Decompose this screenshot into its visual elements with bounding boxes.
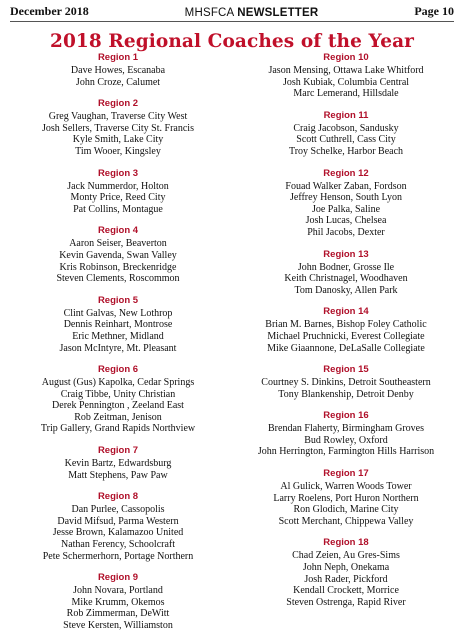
region-heading: Region 17 [323, 468, 369, 480]
coach-entry: John Bodner, Grosse Ile [297, 261, 395, 273]
header-publication-bold: NEWSLETTER [237, 7, 319, 19]
coach-entry: Dennis Reinhart, Montrose [63, 319, 173, 331]
coach-entry: Kevin Bartz, Edwardsburg [64, 458, 172, 470]
coach-entry: Nathan Ferency, Schoolcraft [60, 539, 176, 551]
region-block [4, 572, 232, 631]
region-heading: Region 2 [97, 98, 139, 110]
region-heading: Region 9 [97, 572, 139, 584]
coach-entry: Mike Krumm, Okemos [71, 596, 165, 608]
coach-entry: Keith Christnagel, Woodhaven [284, 273, 408, 285]
region-heading: Region 18 [323, 537, 369, 549]
region-heading: Region 16 [323, 410, 369, 422]
header-publication [185, 7, 319, 21]
coach-entry: Greg Vaughan, Traverse City West [48, 111, 188, 123]
coach-entry: Pete Schermerhorn, Portage Northern [42, 550, 194, 562]
coach-entry: Aaron Seiser, Beaverton [69, 238, 167, 250]
region-heading: Region 1 [97, 52, 139, 63]
coach-entry: Josh Lucas, Chelsea [305, 215, 387, 227]
coach-entry: Jeffrey Henson, South Lyon [289, 192, 403, 204]
page-title: 2018 Regional Coaches of the Year [49, 31, 415, 52]
coach-entry: Craig Jacobson, Sandusky [293, 122, 399, 134]
region-block [232, 410, 460, 458]
coach-entry: Steve Kersten, Williamston [63, 620, 173, 631]
right-column [232, 52, 460, 642]
region-heading: Region 3 [97, 167, 139, 179]
region-block [232, 537, 460, 608]
region-block [4, 52, 232, 88]
coach-entry: Troy Schelke, Harbor Beach [288, 145, 404, 157]
coach-entry: Scott Cuthrell, Cass City [296, 134, 396, 146]
coach-entry: Michael Pruchnicki, Everest Collegiate [267, 330, 425, 342]
region-heading: Region 8 [97, 491, 139, 503]
coach-entry: Kendall Crockett, Morrice [293, 585, 399, 597]
header-date: December 2018 [10, 4, 89, 18]
coach-entry: Jason Mensing, Ottawa Lake Whitford [268, 65, 424, 76]
coach-entry: Dave Howes, Escanaba [70, 65, 166, 76]
coach-entry: Tony Blankenship, Detroit Denby [278, 388, 414, 400]
coach-entry: Bud Rowley, Oxford [304, 434, 388, 446]
coach-entry: Phil Jacobs, Dexter [307, 226, 385, 238]
region-block [232, 364, 460, 400]
coach-entry: John Neph, Onekama [302, 562, 390, 574]
coach-entry: Ron Glodich, Marine City [293, 504, 399, 516]
coach-entry: Jason McIntyre, Mt. Pleasant [59, 342, 177, 354]
region-block [4, 491, 232, 562]
coach-entry: Monty Price, Reed City [70, 192, 166, 204]
coach-entry: Al Gulick, Warren Woods Tower [280, 481, 412, 493]
coach-entry: Eric Methner, Midland [72, 330, 164, 342]
coach-entry: August (Gus) Kapolka, Cedar Springs [41, 377, 195, 389]
coach-entry: Courtney S. Dinkins, Detroit Southeastern [261, 377, 431, 389]
left-column [4, 52, 232, 642]
coach-entry: David Mifsud, Parma Western [57, 515, 179, 527]
coach-entry: Rob Zimmerman, DeWitt [66, 608, 170, 620]
coach-entry: Brian M. Barnes, Bishop Foley Catholic [265, 319, 427, 331]
region-heading: Region 14 [323, 306, 369, 318]
header-publication-prefix: MHSFCA [184, 7, 238, 19]
coach-entry: Pat Collins, Montague [73, 203, 163, 215]
coach-entry: Clint Galvas, New Lothrop [63, 307, 173, 319]
region-heading: Region 11 [323, 109, 369, 121]
region-heading: Region 13 [323, 248, 369, 260]
region-block [232, 110, 460, 158]
regions-columns [4, 52, 460, 642]
region-heading: Region 6 [97, 364, 139, 376]
region-block [232, 306, 460, 354]
coach-entry: Tim Wooer, Kingsley [75, 145, 161, 157]
coach-entry: Josh Kubiak, Columbia Central [282, 76, 410, 88]
coach-entry: Larry Roelens, Port Huron Northern [273, 492, 419, 504]
coach-entry: Tom Danosky, Allen Park [294, 284, 398, 296]
region-block [4, 445, 232, 481]
header-page-number: Page 10 [414, 4, 454, 18]
coach-entry: Steven Ostrenga, Rapid River [286, 596, 406, 608]
region-heading: Region 7 [97, 445, 139, 457]
coach-entry: Steven Clements, Roscommon [56, 273, 180, 285]
region-block [232, 249, 460, 297]
coach-entry: Craig Tibbe, Unity Christian [60, 388, 176, 400]
region-block [4, 98, 232, 157]
region-block [4, 364, 232, 435]
coach-entry: Brendan Flaherty, Birmingham Groves [268, 423, 424, 435]
region-block [4, 225, 232, 284]
coach-entry: Kevin Gavenda, Swan Valley [59, 249, 177, 261]
coach-entry: Derek Pennington , Zeeland East [52, 400, 184, 412]
coach-entry: Josh Sellers, Traverse City St. Francis [42, 122, 194, 134]
coach-entry: Josh Rader, Pickford [304, 573, 388, 585]
coach-entry: Kyle Smith, Lake City [72, 134, 164, 146]
coach-entry: Trip Gallery, Grand Rapids Northview [40, 423, 196, 435]
region-heading: Region 12 [323, 167, 369, 179]
coach-entry: Joe Palka, Saline [311, 203, 381, 215]
coach-entry: Fouad Walker Zaban, Fordson [285, 180, 407, 192]
coach-entry: Kris Robinson, Breckenridge [59, 261, 177, 273]
coach-entry: Jesse Brown, Kalamazoo United [52, 527, 184, 539]
coach-entry: Matt Stephens, Paw Paw [68, 469, 168, 481]
coach-entry: Marc Lemerand, Hillsdale [293, 88, 399, 100]
region-heading: Region 5 [97, 294, 139, 306]
coach-entry: Jack Nummerdor, Holton [67, 180, 169, 192]
coach-entry: Mike Giaannone, DeLaSalle Collegiate [267, 342, 425, 354]
coach-entry: Chad Zeien, Au Gres-Sims [292, 550, 400, 562]
coach-entry: John Herrington, Farmington Hills Harrison [257, 446, 435, 458]
region-block [4, 295, 232, 354]
page-header [10, 0, 454, 22]
region-heading: Region 10 [323, 52, 369, 63]
coach-entry: Scott Merchant, Chippewa Valley [278, 515, 414, 527]
coach-entry: John Novara, Portland [73, 585, 163, 597]
region-block [4, 168, 232, 216]
coach-entry: John Croze, Calumet [75, 76, 161, 88]
region-block [232, 168, 460, 239]
region-heading: Region 15 [323, 364, 369, 376]
coach-entry: Rob Zeitman, Jenison [74, 411, 162, 423]
region-block [232, 52, 460, 100]
region-heading: Region 4 [97, 225, 139, 237]
coach-entry: Dan Purlee, Cassopolis [71, 504, 165, 516]
region-block [232, 468, 460, 527]
